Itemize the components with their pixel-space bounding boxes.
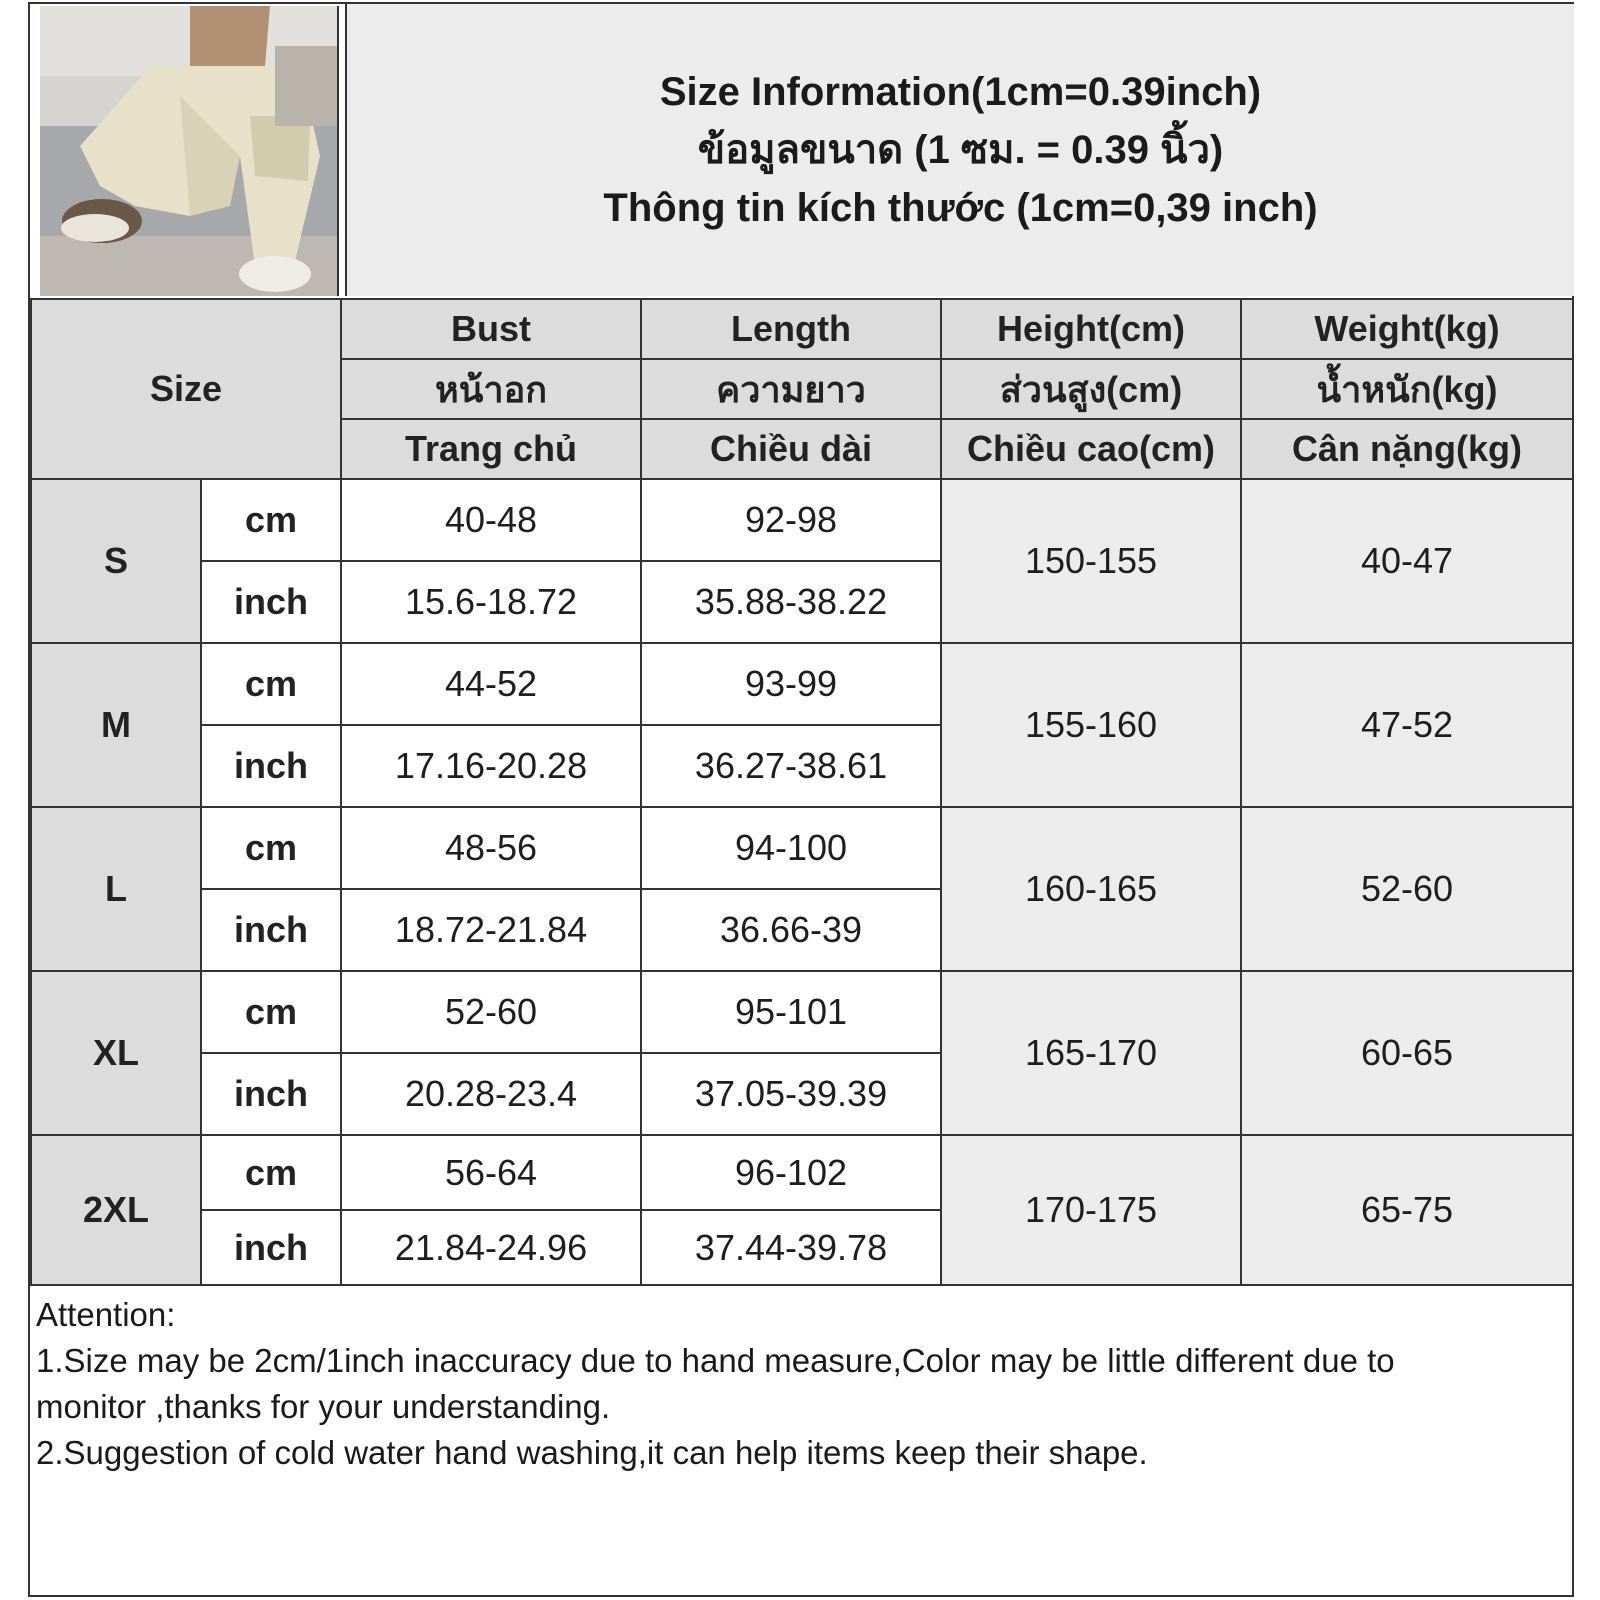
length-header-en: Length [641, 299, 941, 359]
note-line-1: 1.Size may be 2cm/1inch inaccuracy due to hand measure,Color may be little different due to [36, 1342, 1395, 1379]
bust-cm: 52-60 [341, 971, 641, 1053]
product-photo-image [40, 6, 337, 296]
weight-header-vi: Cân nặng(kg) [1241, 419, 1573, 479]
bust-inch: 18.72-21.84 [341, 889, 641, 971]
weight-value: 47-52 [1241, 643, 1573, 807]
length-cm: 93-99 [641, 643, 941, 725]
title-vietnamese: Thông tin kích thước (1cm=0,39 inch) [603, 186, 1318, 230]
bust-header-vi: Trang chủ [341, 419, 641, 479]
weight-header-th: น้ำหนัก(kg) [1241, 359, 1573, 419]
length-inch: 35.88-38.22 [641, 561, 941, 643]
bust-inch: 15.6-18.72 [341, 561, 641, 643]
weight-value: 40-47 [1241, 479, 1573, 643]
title-thai: ข้อมูลขนาด (1 ซม. = 0.39 นิ้ว) [697, 128, 1224, 172]
weight-value: 65-75 [1241, 1135, 1573, 1285]
weight-header-en: Weight(kg) [1241, 299, 1573, 359]
weight-value: 52-60 [1241, 807, 1573, 971]
unit-inch: inch [201, 561, 341, 643]
height-header-en: Height(cm) [941, 299, 1241, 359]
bust-cm: 56-64 [341, 1135, 641, 1210]
table-row [31, 1135, 1573, 1210]
size-label: 2XL [31, 1135, 201, 1285]
unit-cm: cm [201, 1135, 341, 1210]
height-value: 150-155 [941, 479, 1241, 643]
attention-heading: Attention: [36, 1296, 176, 1333]
height-header-vi: Chiều cao(cm) [941, 419, 1241, 479]
title-english: Size Information(1cm=0.39inch) [659, 70, 1262, 114]
length-cm: 92-98 [641, 479, 941, 561]
length-cm: 95-101 [641, 971, 941, 1053]
size-label: M [31, 643, 201, 807]
bust-cm: 48-56 [341, 807, 641, 889]
bust-inch: 20.28-23.4 [341, 1053, 641, 1135]
bust-header-th: หน้าอก [341, 359, 641, 419]
size-label: XL [31, 971, 201, 1135]
length-inch: 37.05-39.39 [641, 1053, 941, 1135]
length-inch: 36.27-38.61 [641, 725, 941, 807]
title-box [345, 4, 1574, 296]
length-header-vi: Chiều dài [641, 419, 941, 479]
size-label: S [31, 479, 201, 643]
unit-cm: cm [201, 971, 341, 1053]
height-value: 170-175 [941, 1135, 1241, 1285]
table-row [31, 479, 1573, 561]
height-value: 155-160 [941, 643, 1241, 807]
table-row [31, 807, 1573, 889]
size-header: Size [31, 299, 341, 479]
height-value: 160-165 [941, 807, 1241, 971]
weight-value: 60-65 [1241, 971, 1573, 1135]
unit-inch: inch [201, 725, 341, 807]
bust-inch: 21.84-24.96 [341, 1210, 641, 1285]
size-label: L [31, 807, 201, 971]
size-table [30, 298, 1574, 1286]
unit-cm: cm [201, 807, 341, 889]
note-line-2: monitor ,thanks for your understanding. [36, 1388, 611, 1425]
table-row [31, 643, 1573, 725]
height-header-th: ส่วนสูง(cm) [941, 359, 1241, 419]
length-inch: 36.66-39 [641, 889, 941, 971]
header-row-english [31, 299, 1573, 359]
length-cm: 96-102 [641, 1135, 941, 1210]
product-photo [40, 6, 339, 296]
bust-cm: 40-48 [341, 479, 641, 561]
height-value: 165-170 [941, 971, 1241, 1135]
note-line-3: 2.Suggestion of cold water hand washing,it can help items keep their shape. [36, 1434, 1148, 1471]
attention-notes [36, 1292, 1566, 1476]
unit-inch: inch [201, 1210, 341, 1285]
unit-cm: cm [201, 643, 341, 725]
bust-header-en: Bust [341, 299, 641, 359]
length-cm: 94-100 [641, 807, 941, 889]
unit-cm: cm [201, 479, 341, 561]
unit-inch: inch [201, 1053, 341, 1135]
length-inch: 37.44-39.78 [641, 1210, 941, 1285]
unit-inch: inch [201, 889, 341, 971]
table-row [31, 971, 1573, 1053]
bust-inch: 17.16-20.28 [341, 725, 641, 807]
bust-cm: 44-52 [341, 643, 641, 725]
length-header-th: ความยาว [641, 359, 941, 419]
